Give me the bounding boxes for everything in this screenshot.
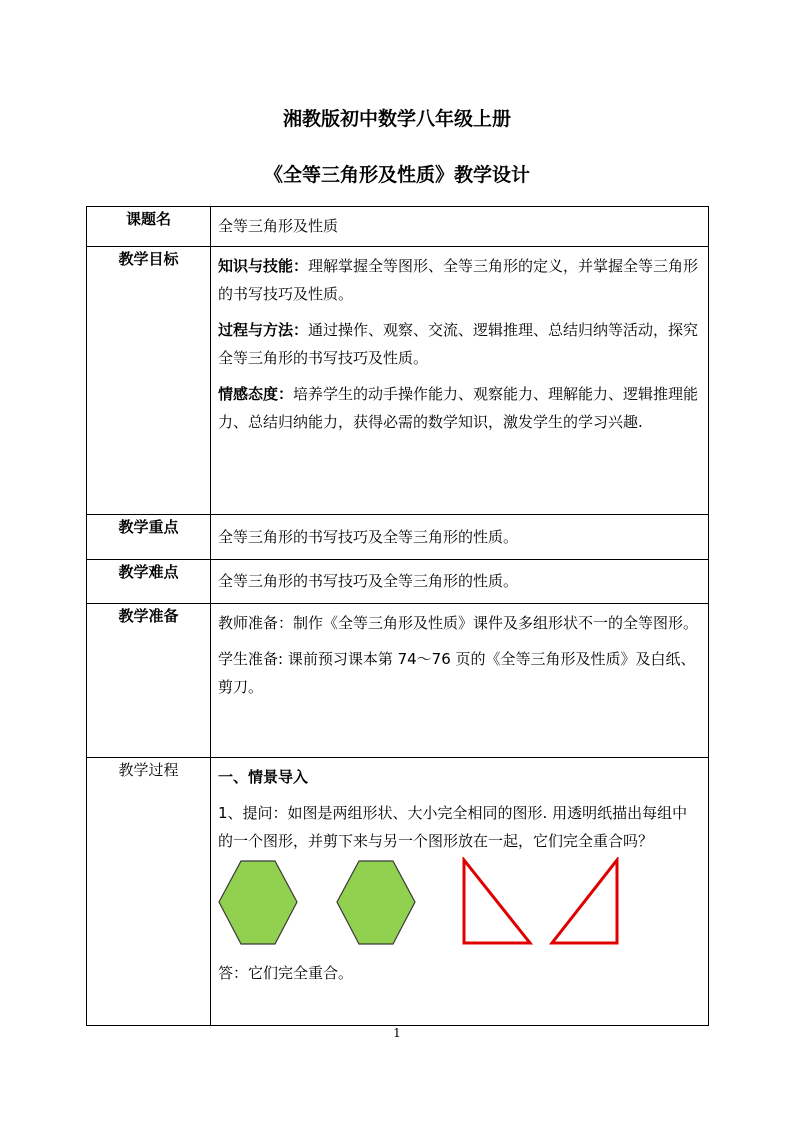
table-row-difficulty (87, 560, 709, 604)
hexagon-left (219, 861, 297, 944)
lesson-plan-table (86, 206, 709, 1026)
goal-process-text: 通过操作、观察、交流、逻辑推理、总结归纳等活动，探究全等三角形的书写技巧及性质。 (218, 321, 699, 367)
goal-knowledge-text: 理解掌握全等图形、全等三角形的定义，并掌握全等三角形的书写技巧及性质。 (218, 257, 699, 303)
goal-process (218, 316, 702, 372)
goal-attitude (218, 380, 702, 436)
preparation-content (211, 604, 709, 758)
goal-attitude-heading: 情感态度： (218, 385, 294, 403)
goal-attitude-text: 培养学生的动手操作能力、观察能力、理解能力、逻辑推理能力、总结归纳能力，获得必需的数学知识，激发学生的学习兴趣. (218, 385, 699, 431)
goal-knowledge-heading: 知识与技能： (218, 257, 309, 275)
key-point-value: 全等三角形的书写技巧及全等三角形的性质。 (211, 515, 709, 560)
goals-label: 教学目标 (87, 247, 211, 515)
table-row-topic (87, 207, 709, 247)
key-point-label: 教学重点 (87, 515, 211, 560)
preparation-teacher: 教师准备：制作《全等三角形及性质》课件及多组形状不一的全等图形。 (218, 614, 699, 632)
preparation-student: 学生准备: 课前预习课本第 74～76 页的《全等三角形及性质》及白纸、剪刀。 (218, 650, 696, 696)
process-question: 1、提问：如图是两组形状、大小完全相同的图形. 用透明纸描出每组中的一个图形，并剪下来与另一个图形放在一起，它们完全重合吗？ (218, 804, 688, 850)
table-row-process (87, 758, 709, 1026)
table-row-goals (87, 247, 709, 515)
process-answer: 答：它们完全重合。 (218, 964, 354, 982)
table-row-preparation (87, 604, 709, 758)
topic-value: 全等三角形及性质 (211, 207, 709, 247)
goals-content (211, 247, 709, 515)
process-label: 教学过程 (87, 758, 211, 1026)
document-title: 湘教版初中数学八年级上册 (282, 108, 511, 130)
difficulty-label: 教学难点 (87, 560, 211, 604)
process-content (211, 758, 709, 1026)
topic-label: 课题名 (87, 207, 211, 247)
difficulty-value: 全等三角形的书写技巧及全等三角形的性质。 (211, 560, 709, 604)
goal-knowledge (218, 252, 702, 308)
congruent-figures (218, 857, 702, 953)
hexagon-right (337, 861, 415, 944)
triangle-left (464, 860, 530, 943)
page-number: 1 (393, 1026, 401, 1040)
table-row-key-point (87, 515, 709, 560)
document-subtitle: 《全等三角形及性质》教学设计 (263, 164, 530, 186)
figures-svg (218, 857, 698, 953)
goal-process-heading: 过程与方法： (218, 321, 309, 339)
process-section-title: 一、情景导入 (218, 768, 309, 786)
triangle-right (552, 860, 617, 943)
preparation-label: 教学准备 (87, 604, 211, 758)
